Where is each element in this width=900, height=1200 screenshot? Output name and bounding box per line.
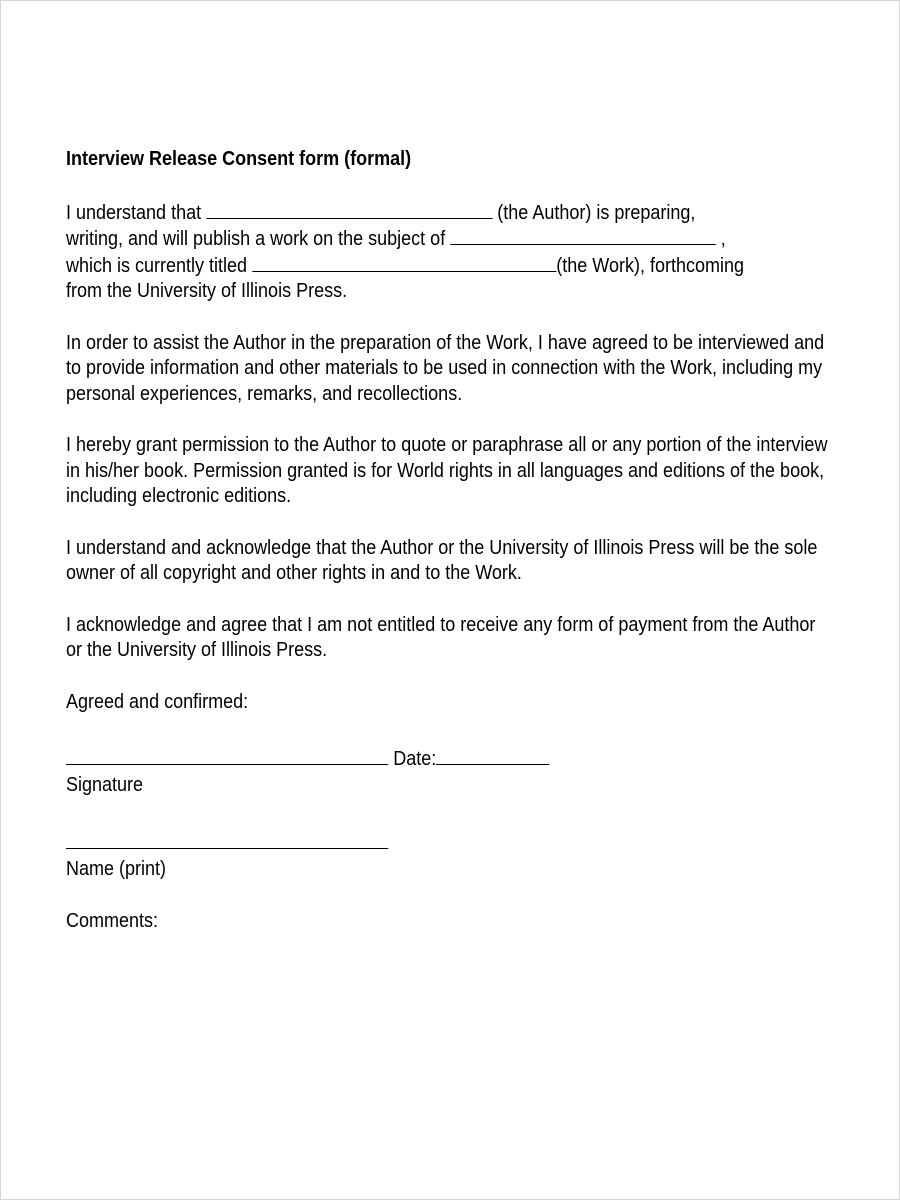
paragraph-author-work xyxy=(66,200,836,305)
text-author-preparing: (the Author) is preparing, xyxy=(492,201,696,224)
text-forthcoming: (the Work), forthcoming xyxy=(556,254,745,277)
subject-blank[interactable] xyxy=(450,226,716,245)
line-author xyxy=(66,200,836,227)
paragraph-permission: I hereby grant permission to the Author to quote or paraphrase all or any portion of the interview in his/her book. Permission granted is for World rights in all languages and editions of the book, including electronic editions. xyxy=(66,434,828,507)
paragraph-ownership: I understand and acknowledge that the Author or the University of Illinois Press will be the sole owner of all copyright and other rights in and to the Work. xyxy=(66,536,818,584)
signature-row xyxy=(66,744,836,773)
work-title-blank[interactable] xyxy=(252,253,556,272)
text-titled: which is currently titled xyxy=(66,254,253,277)
name-print-label: Name (print) xyxy=(66,857,167,880)
name-print-field[interactable] xyxy=(66,828,388,849)
signature-field[interactable] xyxy=(66,744,388,765)
text-subject: writing, and will publish a work on the subject of xyxy=(66,228,451,250)
form-body xyxy=(66,147,836,935)
author-name-blank[interactable] xyxy=(206,200,492,219)
paragraph-interview: In order to assist the Author in the preparation of the Work, I have agreed to be interviewed and to provide information and other materials to be used in connection with the Work, including my personal experiences, remarks, and recollections. xyxy=(66,331,825,405)
signature-label: Signature xyxy=(66,773,144,796)
text-understand: I understand that xyxy=(66,201,207,224)
paragraph-payment: I acknowledge and agree that I am not entitled to receive any form of payment from the Author or the University of Illinois Press. xyxy=(66,613,816,661)
name-row xyxy=(66,828,836,857)
date-label: Date: xyxy=(388,748,437,770)
agreed-label: Agreed and confirmed: xyxy=(66,690,249,713)
comments-label: Comments: xyxy=(66,910,159,932)
line-subject xyxy=(66,226,836,253)
text-comma: , xyxy=(715,228,726,250)
text-publisher: from the University of Illinois Press. xyxy=(66,280,348,302)
line-title xyxy=(66,253,836,280)
date-field[interactable] xyxy=(436,744,549,765)
form-title: Interview Release Consent form (formal) xyxy=(66,148,412,170)
